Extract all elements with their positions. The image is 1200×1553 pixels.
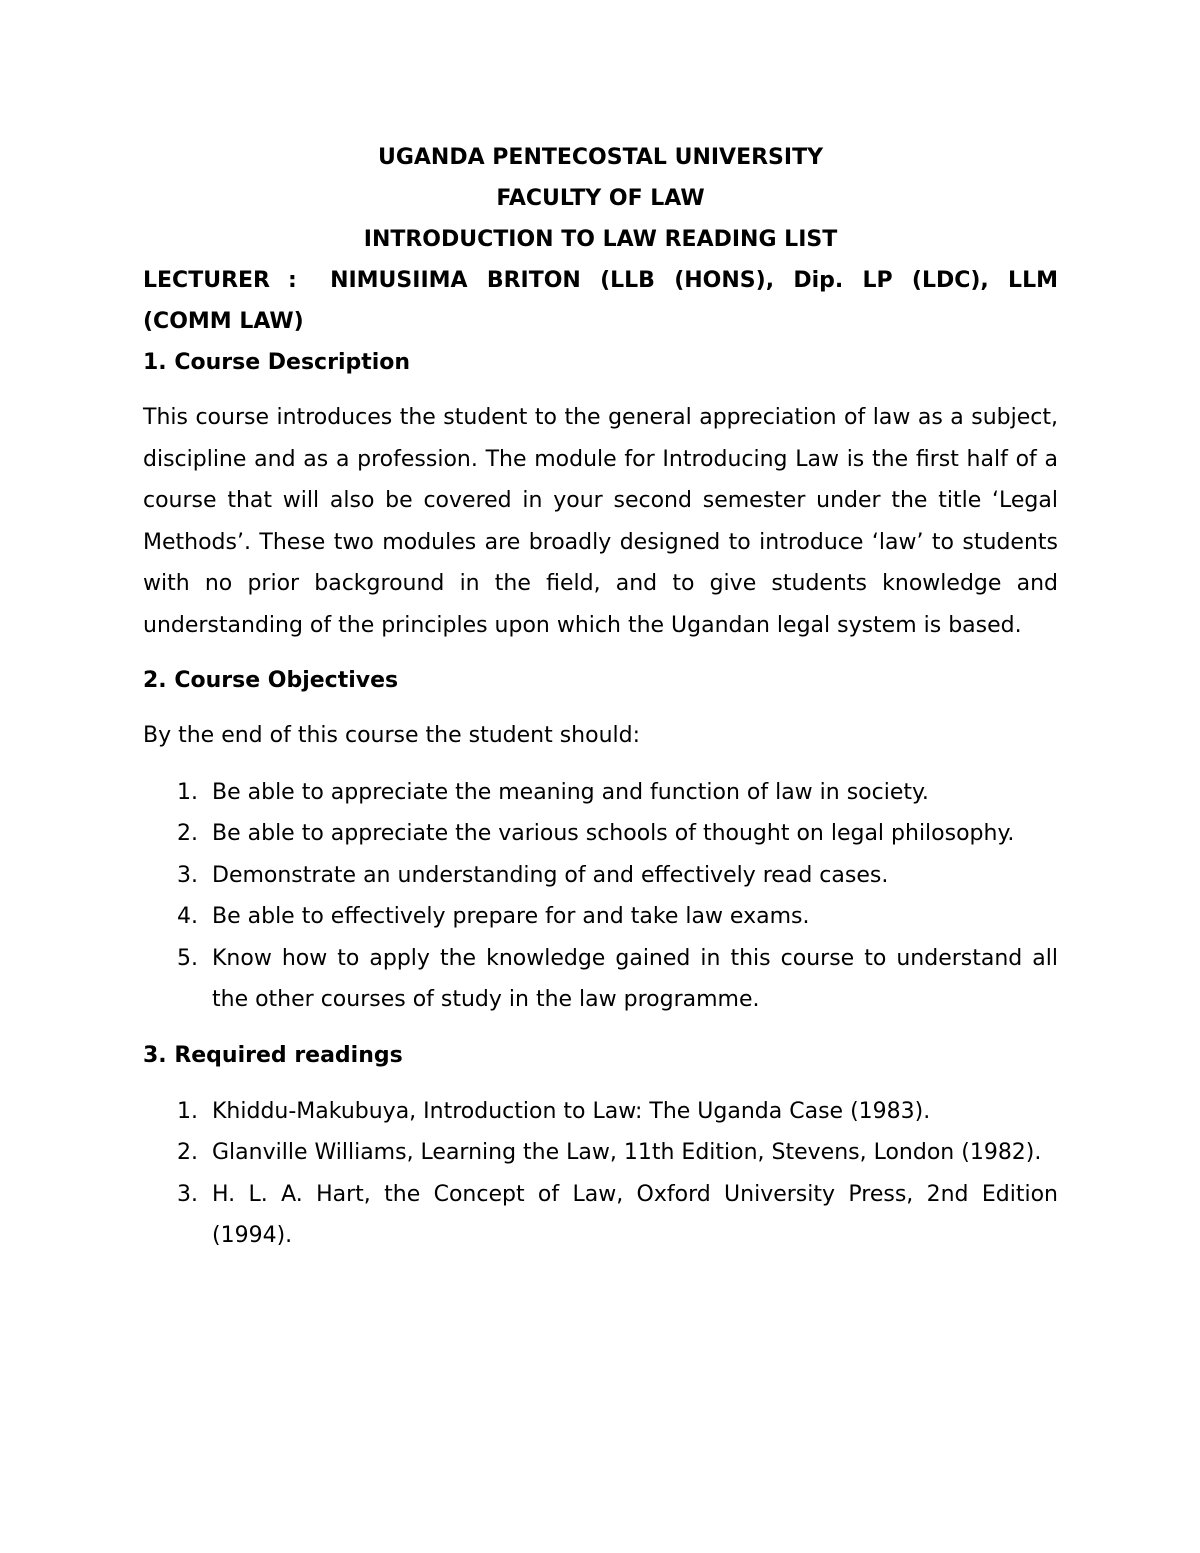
university-name: UGANDA PENTECOSTAL UNIVERSITY [377, 145, 824, 170]
section-heading-description: 1. Course Description [143, 350, 411, 375]
list-item-number: 2. [177, 821, 198, 846]
list-item-text: Khiddu-Makubuya, Introduction to Law: The Uganda Case (1983). [212, 1098, 931, 1124]
readings-list [143, 1091, 1058, 1257]
list-item-number: 3. [177, 1181, 198, 1207]
list-item-text: H. L. A. Hart, the Concept of Law, Oxford University Press, 2nd Edition (1994). [212, 1181, 1058, 1248]
list-item-number: 1. [177, 1098, 198, 1124]
list-item-text: Know how to apply the knowledge gained in this course to understand all the other courses of study in the law programme. [212, 945, 1058, 1012]
list-item-text: Glanville Williams, Learning the Law, 11th Edition, Stevens, London (1982). [212, 1140, 1042, 1165]
faculty-name: FACULTY OF LAW [496, 186, 705, 211]
list-item-text: Be able to effectively prepare for and take law exams. [212, 904, 810, 929]
list-item-number: 2. [177, 1140, 198, 1165]
list-item [143, 896, 1058, 938]
lecturer-separator: : [287, 268, 297, 293]
lecturer-label: LECTURER [143, 268, 270, 293]
lecturer-line [143, 260, 1058, 342]
list-item [143, 772, 1058, 814]
list-item-text: Be able to appreciate the various schools of thought on legal philosophy. [212, 821, 1015, 846]
list-item-text: Demonstrate an understanding of and effectively read cases. [212, 862, 889, 888]
list-item-number: 1. [177, 779, 198, 805]
list-item-number: 3. [177, 862, 198, 888]
section-heading-objectives: 2. Course Objectives [143, 668, 399, 693]
section-heading-readings: 3. Required readings [143, 1042, 403, 1068]
document-page [143, 137, 1058, 1257]
course-description-text: This course introduces the student to the general appreciation of law as a subject, discipline and as a profession. The module for Introducing Law is the first half of a course that will also be covered in your second semester under the title ‘Legal Methods’. These two modules are broadly designed to introduce ‘law’ to students with no prior background in the field, and to give students knowledge and understanding of the principles upon which the Ugandan legal system is based. [143, 405, 1058, 638]
list-item [143, 938, 1058, 1021]
list-item [143, 1091, 1058, 1133]
list-item [143, 1174, 1058, 1257]
document-title: INTRODUCTION TO LAW READING LIST [363, 227, 838, 252]
list-item [143, 813, 1058, 855]
list-item [143, 855, 1058, 897]
list-item-number: 5. [177, 945, 198, 971]
list-item-number: 4. [177, 904, 198, 929]
list-item-text: Be able to appreciate the meaning and function of law in society. [212, 779, 929, 805]
objectives-intro: By the end of this course the student should: [143, 723, 640, 748]
list-item [143, 1132, 1058, 1174]
lecturer-value: NIMUSIIMA BRITON (LLB (HONS), Dip. LP (LDC), LLM (COMM LAW) [143, 268, 1058, 334]
objectives-list [143, 772, 1058, 1021]
